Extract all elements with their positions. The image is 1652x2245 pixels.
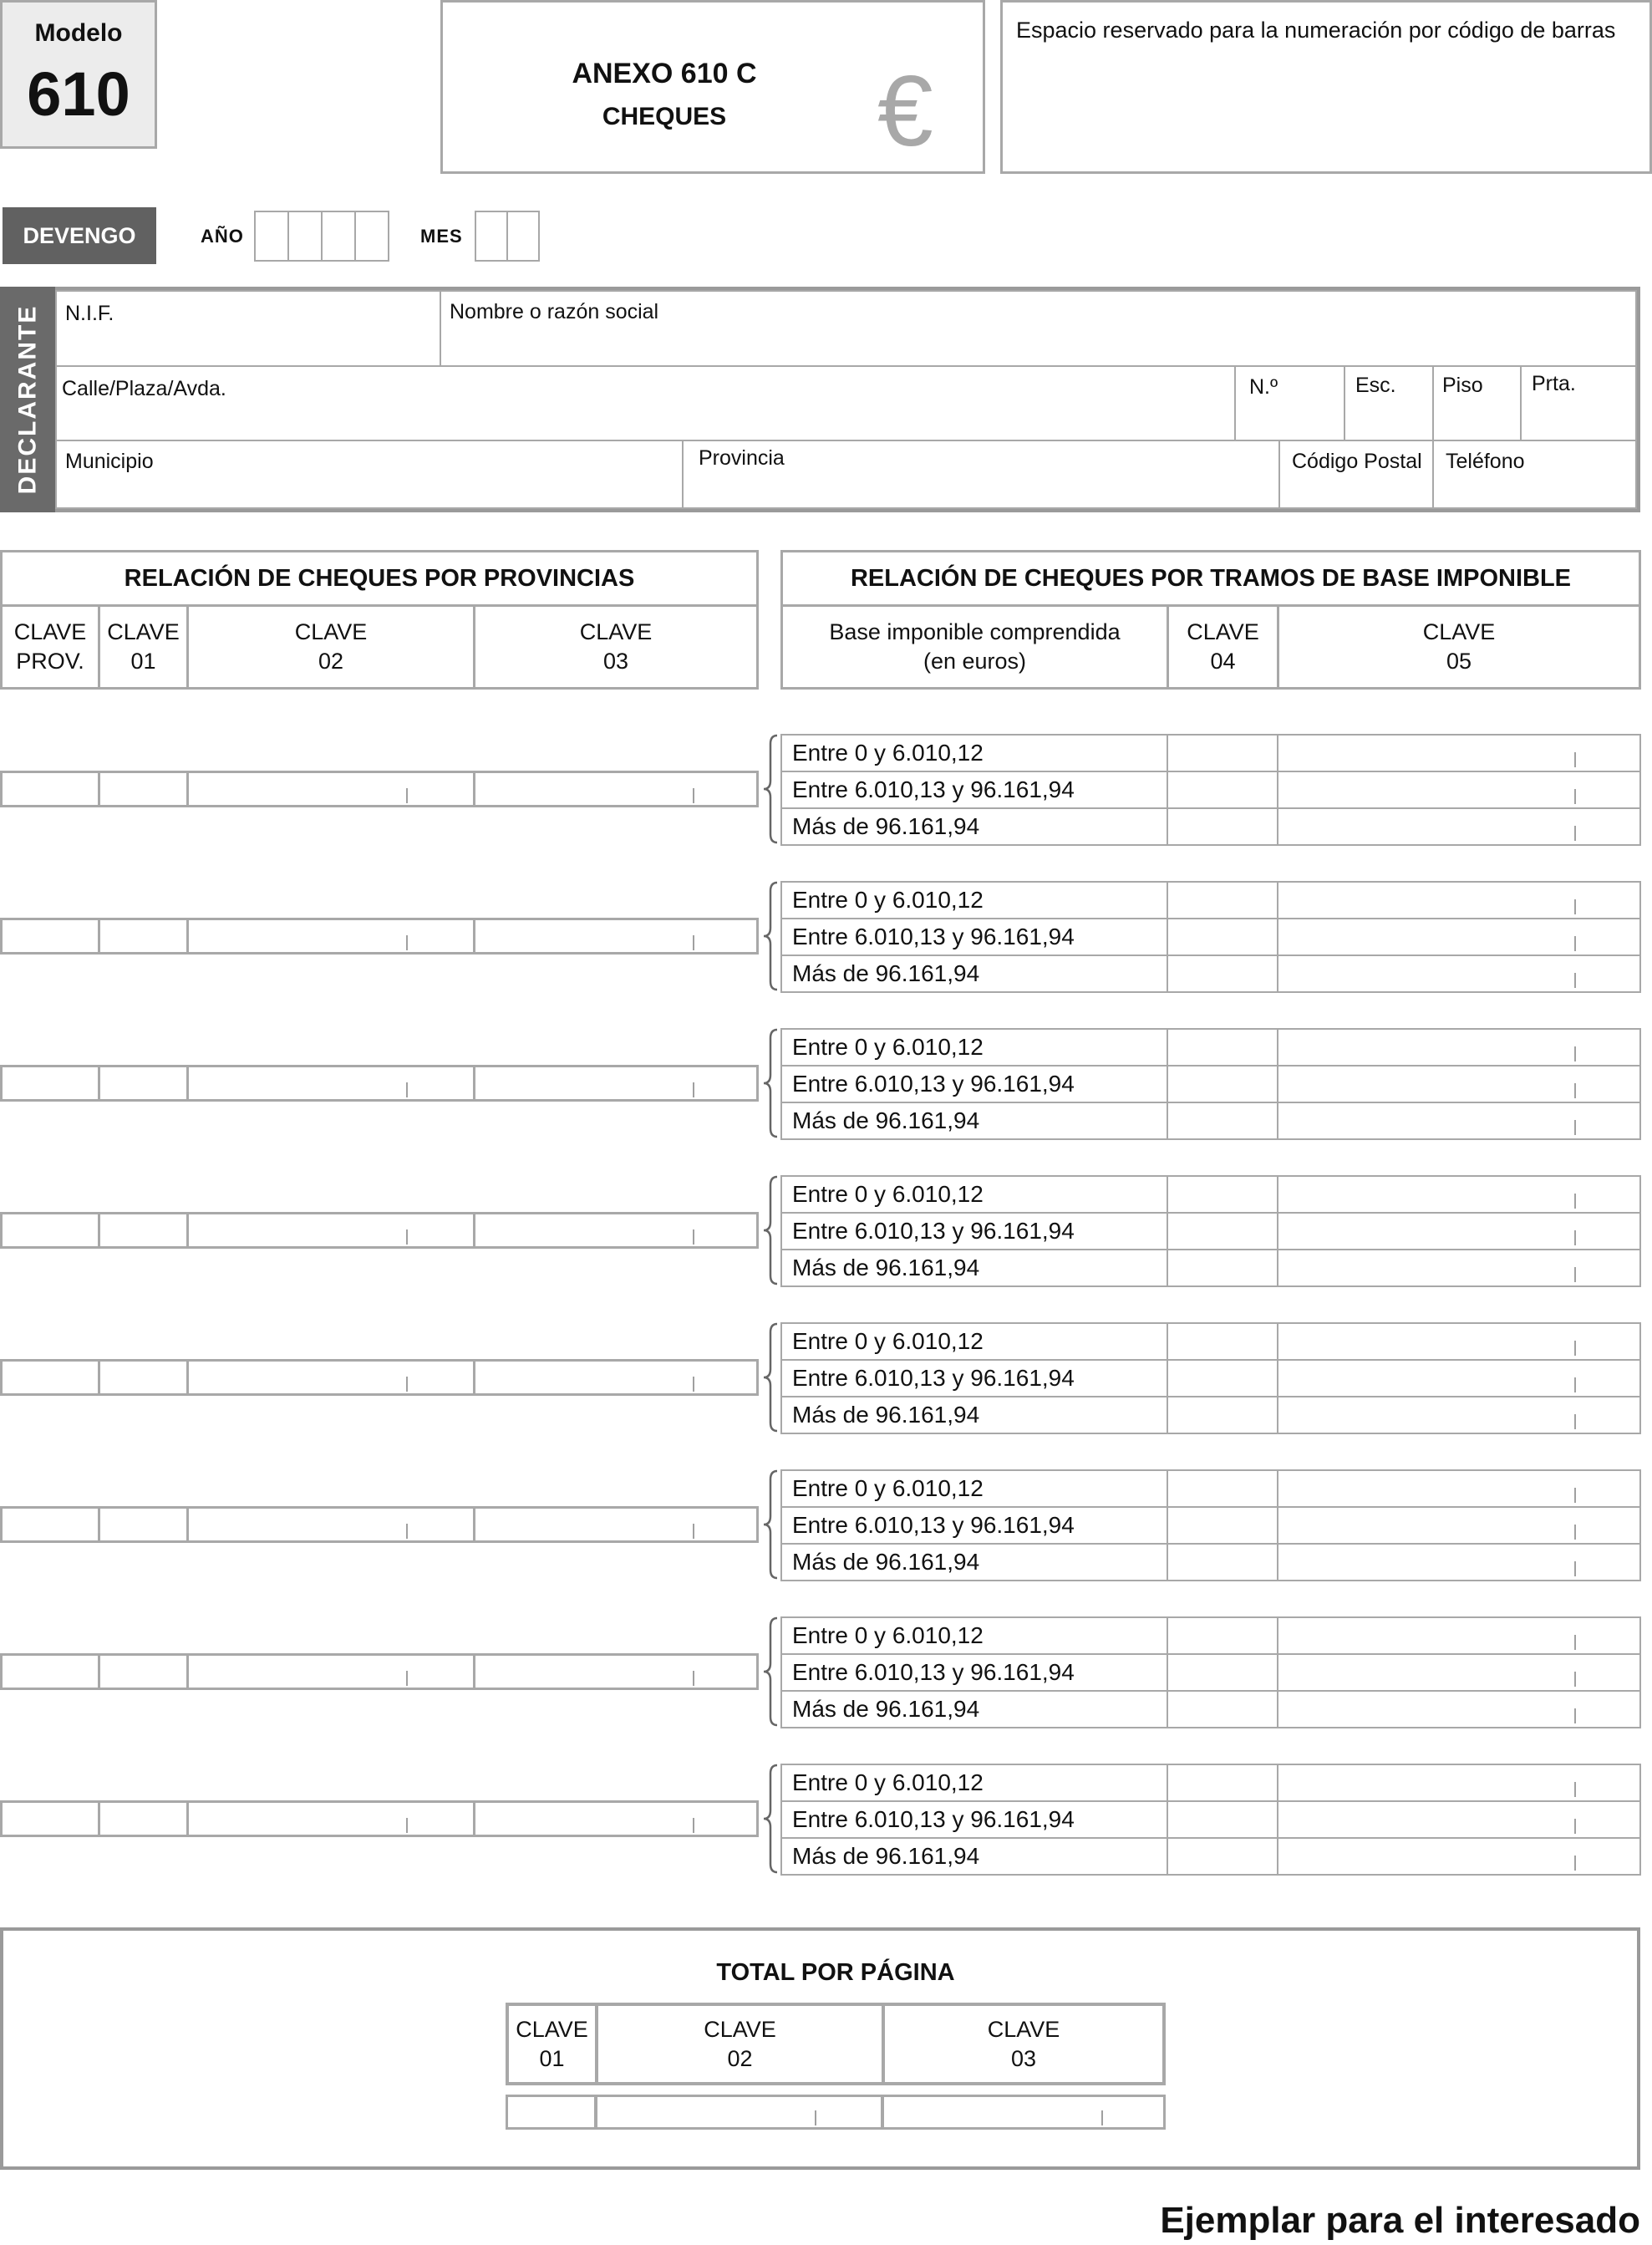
range-label: Entre 6.010,13 y 96.161,94 bbox=[780, 1065, 1169, 1103]
nif-field[interactable] bbox=[55, 290, 441, 367]
clave-01-input[interactable] bbox=[98, 1653, 189, 1690]
year-digit-1[interactable] bbox=[254, 211, 289, 262]
clave-05-input[interactable] bbox=[1277, 734, 1641, 772]
postal-field[interactable] bbox=[1278, 440, 1434, 509]
province-field[interactable] bbox=[682, 440, 1280, 509]
total-input-02[interactable] bbox=[595, 2095, 883, 2130]
total-col-header-01 bbox=[506, 2003, 598, 2085]
door-label: Prta. bbox=[1532, 372, 1576, 395]
year-digit-3[interactable] bbox=[321, 211, 356, 262]
province-label: Provincia bbox=[699, 446, 785, 470]
col-02-line2: 02 bbox=[318, 649, 344, 674]
clave-03-input[interactable] bbox=[473, 1653, 759, 1690]
brace-icon bbox=[762, 1175, 780, 1287]
clave-04-input[interactable] bbox=[1167, 1102, 1279, 1140]
street-field[interactable] bbox=[55, 365, 1236, 441]
clave-02-input[interactable] bbox=[186, 918, 475, 955]
range-label: Entre 6.010,13 y 96.161,94 bbox=[780, 771, 1169, 809]
range-label: Más de 96.161,94 bbox=[780, 807, 1169, 846]
clave-04-input[interactable] bbox=[1167, 1212, 1279, 1250]
clave-04-input[interactable] bbox=[1167, 1065, 1279, 1103]
decimal-tick bbox=[1574, 1488, 1576, 1503]
clave-03-input[interactable] bbox=[473, 918, 759, 955]
name-field[interactable] bbox=[440, 290, 1637, 367]
decimal-tick bbox=[693, 935, 694, 950]
total-col-03-line2: 03 bbox=[1010, 2045, 1037, 2071]
year-digit-4[interactable] bbox=[354, 211, 389, 262]
month-digit-2[interactable] bbox=[506, 211, 540, 262]
range-label: Entre 0 y 6.010,12 bbox=[780, 1764, 1169, 1802]
postal-label: Código Postal bbox=[1292, 450, 1422, 473]
tramos-title-text: RELACIÓN DE CHEQUES POR TRAMOS DE BASE IMPONIBLE bbox=[850, 564, 1571, 592]
clave-03-input[interactable] bbox=[473, 771, 759, 807]
range-label: Entre 6.010,13 y 96.161,94 bbox=[780, 1800, 1169, 1839]
decimal-tick bbox=[693, 788, 694, 803]
clave-04-input[interactable] bbox=[1167, 1322, 1279, 1361]
decimal-tick bbox=[1101, 2110, 1103, 2125]
clave-05-input[interactable] bbox=[1277, 1212, 1641, 1250]
clave-02-input[interactable] bbox=[186, 1065, 475, 1102]
clave-05-input[interactable] bbox=[1277, 1322, 1641, 1361]
decimal-tick bbox=[1574, 1782, 1576, 1797]
prov-code-input[interactable] bbox=[0, 1212, 100, 1249]
col-header-01 bbox=[98, 604, 189, 690]
clave-04-input[interactable] bbox=[1167, 1396, 1279, 1434]
floor-label: Piso bbox=[1442, 374, 1483, 397]
clave-04-input[interactable] bbox=[1167, 1175, 1279, 1214]
decimal-tick bbox=[406, 788, 408, 803]
range-label: Entre 6.010,13 y 96.161,94 bbox=[780, 1653, 1169, 1692]
col-03-line2: 03 bbox=[602, 649, 629, 674]
decimal-tick bbox=[406, 1818, 408, 1833]
decimal-tick bbox=[1574, 1635, 1576, 1650]
phone-label: Teléfono bbox=[1446, 450, 1525, 473]
decimal-tick bbox=[1574, 1819, 1576, 1834]
decimal-tick bbox=[1574, 1708, 1576, 1723]
prov-code-input[interactable] bbox=[0, 1653, 100, 1690]
total-col-02-line1: CLAVE bbox=[704, 2016, 776, 2042]
municipality-field[interactable] bbox=[55, 440, 684, 509]
range-label: Más de 96.161,94 bbox=[780, 1543, 1169, 1581]
total-col-03-line1: CLAVE bbox=[987, 2016, 1060, 2042]
col-05-line2: 05 bbox=[1446, 649, 1472, 674]
total-title: TOTAL POR PÁGINA bbox=[716, 1959, 955, 1986]
clave-05-input[interactable] bbox=[1277, 918, 1641, 956]
range-label: Entre 0 y 6.010,12 bbox=[780, 881, 1169, 919]
range-label: Entre 0 y 6.010,12 bbox=[780, 1322, 1169, 1361]
stair-field[interactable] bbox=[1344, 365, 1434, 441]
phone-field[interactable] bbox=[1432, 440, 1637, 509]
col-header-03 bbox=[473, 604, 759, 690]
clave-05-input[interactable] bbox=[1277, 1396, 1641, 1434]
range-label: Más de 96.161,94 bbox=[780, 1102, 1169, 1140]
clave-03-input[interactable] bbox=[473, 1506, 759, 1543]
clave-05-input[interactable] bbox=[1277, 1359, 1641, 1397]
col-header-base bbox=[780, 604, 1169, 690]
brace-icon bbox=[762, 734, 780, 846]
barcode-label: Espacio reservado para la numeración por código de barras bbox=[1016, 18, 1616, 43]
decimal-tick bbox=[1574, 826, 1576, 841]
modelo-label: Modelo bbox=[34, 19, 123, 47]
clave-04-input[interactable] bbox=[1167, 1543, 1279, 1581]
decimal-tick bbox=[1574, 1267, 1576, 1282]
decimal-tick bbox=[1574, 1194, 1576, 1209]
total-col-01-line1: CLAVE bbox=[516, 2016, 588, 2042]
decimal-tick bbox=[406, 1671, 408, 1686]
clave-04-input[interactable] bbox=[1167, 955, 1279, 993]
col-header-prov bbox=[0, 604, 100, 690]
prov-code-input[interactable] bbox=[0, 1506, 100, 1543]
clave-04-input[interactable] bbox=[1167, 1764, 1279, 1802]
clave-01-input[interactable] bbox=[98, 1800, 189, 1837]
decimal-tick bbox=[406, 1524, 408, 1539]
decimal-tick bbox=[406, 1082, 408, 1097]
number-field[interactable] bbox=[1234, 365, 1345, 441]
copy-label: Ejemplar para el interesado bbox=[1160, 2200, 1640, 2241]
clave-02-input[interactable] bbox=[186, 1653, 475, 1690]
total-col-02-line2: 02 bbox=[727, 2045, 753, 2071]
clave-04-input[interactable] bbox=[1167, 1359, 1279, 1397]
decimal-tick bbox=[1574, 1230, 1576, 1245]
brace-icon bbox=[762, 881, 780, 993]
clave-05-input[interactable] bbox=[1277, 1543, 1641, 1581]
decimal-tick bbox=[1574, 1046, 1576, 1061]
clave-04-input[interactable] bbox=[1167, 881, 1279, 919]
clave-05-input[interactable] bbox=[1277, 881, 1641, 919]
clave-05-input[interactable] bbox=[1277, 1102, 1641, 1140]
barcode-area bbox=[1000, 0, 1652, 174]
year-digit-2[interactable] bbox=[287, 211, 323, 262]
col-base-line1: Base imponible comprendida bbox=[829, 619, 1121, 644]
stair-label: Esc. bbox=[1355, 374, 1396, 397]
anexo-title-box bbox=[440, 0, 985, 174]
prov-code-input[interactable] bbox=[0, 1065, 100, 1102]
clave-03-input[interactable] bbox=[473, 1212, 759, 1249]
decimal-tick bbox=[1574, 936, 1576, 951]
clave-05-input[interactable] bbox=[1277, 1028, 1641, 1067]
col-prov-line1: CLAVE bbox=[13, 619, 87, 644]
street-label: Calle/Plaza/Avda. bbox=[62, 377, 226, 400]
clave-05-input[interactable] bbox=[1277, 1065, 1641, 1103]
decimal-tick bbox=[406, 1229, 408, 1245]
col-03-line1: CLAVE bbox=[579, 619, 653, 644]
clave-04-input[interactable] bbox=[1167, 807, 1279, 846]
prov-code-input[interactable] bbox=[0, 771, 100, 807]
brace-icon bbox=[762, 1764, 780, 1876]
month-label: MES bbox=[420, 226, 463, 247]
prov-code-input[interactable] bbox=[0, 918, 100, 955]
total-col-header-03 bbox=[882, 2003, 1166, 2085]
clave-04-input[interactable] bbox=[1167, 1616, 1279, 1655]
clave-05-input[interactable] bbox=[1277, 1469, 1641, 1508]
clave-04-input[interactable] bbox=[1167, 1028, 1279, 1067]
clave-03-input[interactable] bbox=[473, 1065, 759, 1102]
door-field[interactable] bbox=[1520, 365, 1637, 441]
brace-icon bbox=[762, 1028, 780, 1140]
decimal-tick bbox=[1574, 752, 1576, 767]
clave-05-input[interactable] bbox=[1277, 1690, 1641, 1728]
col-base-line2: (en euros) bbox=[923, 649, 1027, 674]
col-header-02 bbox=[186, 604, 475, 690]
year-label: AÑO bbox=[201, 226, 244, 247]
clave-01-input[interactable] bbox=[98, 1359, 189, 1396]
clave-05-input[interactable] bbox=[1277, 1249, 1641, 1287]
total-input-03[interactable] bbox=[882, 2095, 1166, 2130]
range-label: Más de 96.161,94 bbox=[780, 1249, 1169, 1287]
clave-04-input[interactable] bbox=[1167, 771, 1279, 809]
clave-04-input[interactable] bbox=[1167, 1690, 1279, 1728]
clave-04-input[interactable] bbox=[1167, 1249, 1279, 1287]
range-label: Entre 0 y 6.010,12 bbox=[780, 1028, 1169, 1067]
range-label: Entre 6.010,13 y 96.161,94 bbox=[780, 918, 1169, 956]
clave-01-input[interactable] bbox=[98, 1212, 189, 1249]
clave-05-input[interactable] bbox=[1277, 1764, 1641, 1802]
col-01-line2: 01 bbox=[130, 649, 156, 674]
col-01-line1: CLAVE bbox=[107, 619, 180, 644]
number-label: N.º bbox=[1249, 375, 1278, 399]
clave-02-input[interactable] bbox=[186, 1800, 475, 1837]
decimal-tick bbox=[1574, 1561, 1576, 1576]
provinces-title-text: RELACIÓN DE CHEQUES POR PROVINCIAS bbox=[124, 564, 635, 592]
clave-05-input[interactable] bbox=[1277, 1616, 1641, 1655]
modelo-number: 610 bbox=[27, 59, 130, 129]
clave-04-input[interactable] bbox=[1167, 734, 1279, 772]
month-digit-1[interactable] bbox=[475, 211, 508, 262]
clave-02-input[interactable] bbox=[186, 1506, 475, 1543]
total-col-header-02 bbox=[595, 2003, 885, 2085]
col-04-line2: 04 bbox=[1210, 649, 1236, 674]
clave-05-input[interactable] bbox=[1277, 1837, 1641, 1876]
clave-04-input[interactable] bbox=[1167, 918, 1279, 956]
clave-05-input[interactable] bbox=[1277, 771, 1641, 809]
clave-04-input[interactable] bbox=[1167, 1469, 1279, 1508]
nif-label: N.I.F. bbox=[65, 302, 114, 325]
decimal-tick bbox=[406, 935, 408, 950]
decimal-tick bbox=[406, 1377, 408, 1392]
municipality-label: Municipio bbox=[65, 450, 154, 473]
col-02-line1: CLAVE bbox=[294, 619, 368, 644]
clave-01-input[interactable] bbox=[98, 1506, 189, 1543]
clave-02-input[interactable] bbox=[186, 771, 475, 807]
tramos-table-title bbox=[780, 550, 1641, 607]
clave-01-input[interactable] bbox=[98, 771, 189, 807]
prov-code-input[interactable] bbox=[0, 1359, 100, 1396]
decimal-tick bbox=[693, 1377, 694, 1392]
modelo-box bbox=[0, 0, 157, 149]
decimal-tick bbox=[1574, 1341, 1576, 1356]
decimal-tick bbox=[693, 1229, 694, 1245]
clave-05-input[interactable] bbox=[1277, 955, 1641, 993]
range-label: Más de 96.161,94 bbox=[780, 1837, 1169, 1876]
clave-03-input[interactable] bbox=[473, 1800, 759, 1837]
range-label: Entre 6.010,13 y 96.161,94 bbox=[780, 1506, 1169, 1545]
provinces-table-title bbox=[0, 550, 759, 607]
clave-05-input[interactable] bbox=[1277, 1653, 1641, 1692]
clave-02-input[interactable] bbox=[186, 1212, 475, 1249]
decimal-tick bbox=[693, 1671, 694, 1686]
clave-04-input[interactable] bbox=[1167, 1506, 1279, 1545]
decimal-tick bbox=[1574, 1083, 1576, 1098]
prov-code-input[interactable] bbox=[0, 1800, 100, 1837]
decimal-tick bbox=[1574, 1377, 1576, 1392]
range-label: Entre 0 y 6.010,12 bbox=[780, 734, 1169, 772]
anexo-title: ANEXO 610 C bbox=[572, 58, 757, 89]
declarante-tab bbox=[0, 287, 55, 512]
clave-01-input[interactable] bbox=[98, 1065, 189, 1102]
range-label: Más de 96.161,94 bbox=[780, 955, 1169, 993]
clave-02-input[interactable] bbox=[186, 1359, 475, 1396]
col-05-line1: CLAVE bbox=[1422, 619, 1496, 644]
floor-field[interactable] bbox=[1432, 365, 1522, 441]
range-label: Entre 0 y 6.010,12 bbox=[780, 1175, 1169, 1214]
decimal-tick bbox=[693, 1082, 694, 1097]
decimal-tick bbox=[815, 2110, 816, 2125]
range-label: Entre 0 y 6.010,12 bbox=[780, 1469, 1169, 1508]
col-header-04 bbox=[1167, 604, 1279, 690]
euro-icon: € bbox=[877, 55, 933, 167]
clave-04-input[interactable] bbox=[1167, 1837, 1279, 1876]
col-04-line1: CLAVE bbox=[1187, 619, 1259, 644]
decimal-tick bbox=[693, 1524, 694, 1539]
col-header-05 bbox=[1277, 604, 1641, 690]
anexo-subtitle: CHEQUES bbox=[602, 103, 727, 130]
range-label: Más de 96.161,94 bbox=[780, 1396, 1169, 1434]
decimal-tick bbox=[1574, 1525, 1576, 1540]
decimal-tick bbox=[1574, 1672, 1576, 1687]
range-label: Más de 96.161,94 bbox=[780, 1690, 1169, 1728]
decimal-tick bbox=[1574, 899, 1576, 914]
brace-icon bbox=[762, 1616, 780, 1728]
brace-icon bbox=[762, 1469, 780, 1581]
total-input-01[interactable] bbox=[506, 2095, 597, 2130]
clave-05-input[interactable] bbox=[1277, 1800, 1641, 1839]
devengo-label: DEVENGO bbox=[3, 207, 156, 264]
range-label: Entre 6.010,13 y 96.161,94 bbox=[780, 1359, 1169, 1397]
decimal-tick bbox=[1574, 1120, 1576, 1135]
total-col-01-line2: 01 bbox=[539, 2045, 565, 2071]
clave-04-input[interactable] bbox=[1167, 1653, 1279, 1692]
clave-05-input[interactable] bbox=[1277, 807, 1641, 846]
decimal-tick bbox=[1574, 1414, 1576, 1429]
declarante-label: DECLARANTE bbox=[13, 304, 42, 495]
range-label: Entre 0 y 6.010,12 bbox=[780, 1616, 1169, 1655]
col-prov-line2: PROV. bbox=[16, 649, 84, 674]
clave-01-input[interactable] bbox=[98, 918, 189, 955]
decimal-tick bbox=[1574, 973, 1576, 988]
clave-03-input[interactable] bbox=[473, 1359, 759, 1396]
clave-04-input[interactable] bbox=[1167, 1800, 1279, 1839]
decimal-tick bbox=[693, 1818, 694, 1833]
clave-05-input[interactable] bbox=[1277, 1175, 1641, 1214]
decimal-tick bbox=[1574, 1856, 1576, 1871]
brace-icon bbox=[762, 1322, 780, 1434]
decimal-tick bbox=[1574, 789, 1576, 804]
clave-05-input[interactable] bbox=[1277, 1506, 1641, 1545]
range-label: Entre 6.010,13 y 96.161,94 bbox=[780, 1212, 1169, 1250]
name-label: Nombre o razón social bbox=[450, 300, 659, 323]
